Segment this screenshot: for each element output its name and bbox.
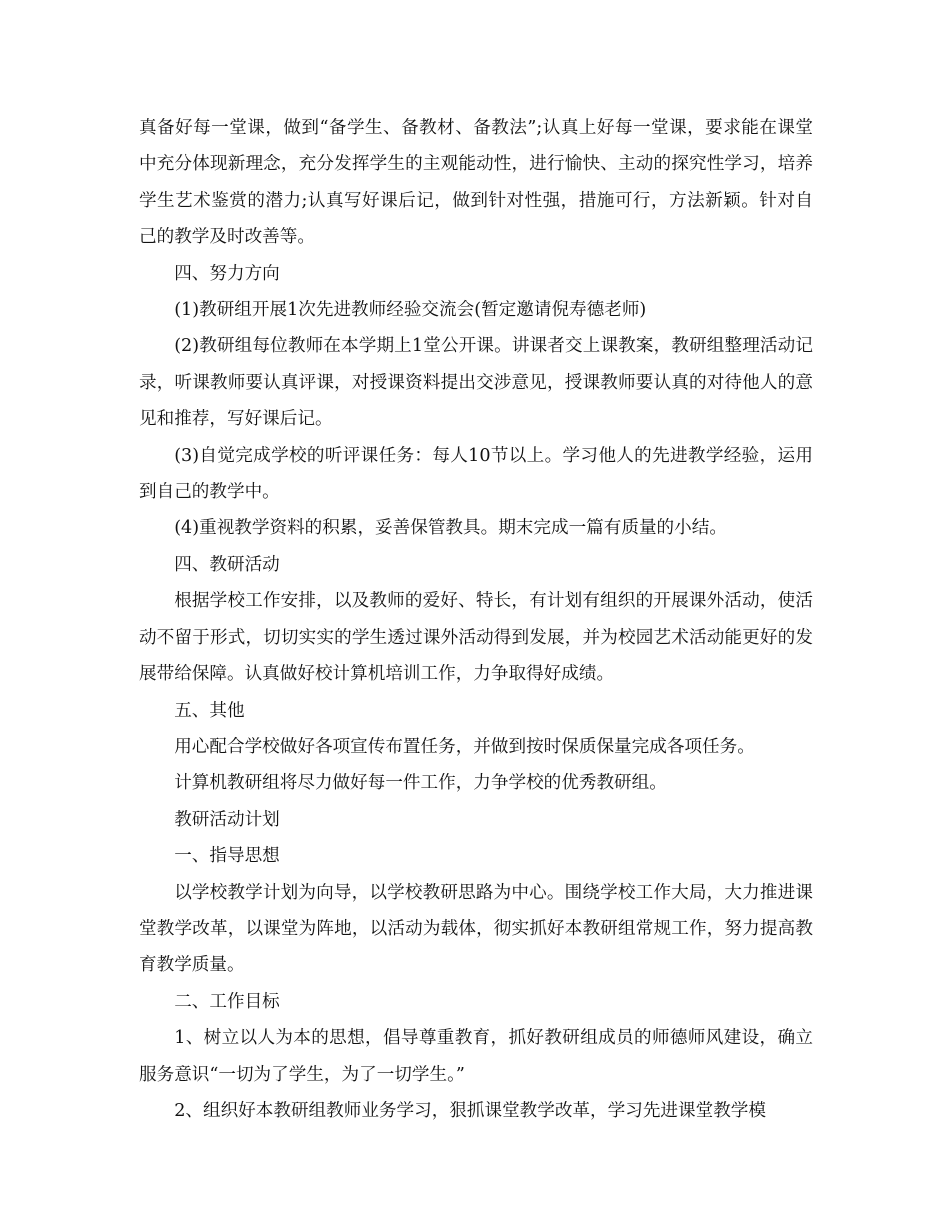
section-heading: 一、指导思想 (174, 846, 280, 867)
section-heading: 五、其他 (174, 700, 245, 721)
paragraph: 1、树立以人为本的思想，倡导尊重教育，抓好教研组成员的师德师风建设，确立服务意识“一切为了学生，为了一切学生。” (139, 1028, 813, 1085)
paragraph: 真备好每一堂课，做到“备学生、备教材、备教法”;认真上好每一堂课，要求能在课堂中充分体现新理念，充分发挥学生的主观能动性，进行愉快、主动的探究性学习，培养学生艺术鉴赏的潜力;认真写好课后记，做到针对性强，措施可行，方法新颖。针对自己的教学及时改善等。 (139, 118, 813, 248)
paragraph: 以学校教学计划为向导，以学校教研思路为中心。围绕学校工作大局，大力推进课堂教学改革，以课堂为阵地，以活动为载体，彻实抓好本教研组常规工作，努力提高教育教学质量。 (139, 882, 813, 976)
document-subtitle: 教研活动计划 (174, 809, 280, 830)
section-heading: 四、教研活动 (174, 554, 280, 575)
paragraph: (2)教研组每位教师在本学期上1堂公开课。讲课者交上课教案，教研组整理活动记录，听课教师要认真评课，对授课资料提出交涉意见，授课教师要认真的对待他人的意见和推荐，写好课后记。 (139, 336, 813, 430)
paragraph: 2、组织好本教研组教师业务学习，狠抓课堂教学改革，学习先进课堂教学模 (174, 1100, 766, 1121)
section-heading: 二、工作目标 (174, 991, 280, 1012)
paragraph: 计算机教研组将尽力做好每一件工作，力争学校的优秀教研组。 (174, 773, 667, 794)
paragraph: 根据学校工作安排，以及教师的爱好、特长，有计划有组织的开展课外活动，使活动不留于形式，切切实实的学生透过课外活动得到发展，并为校园艺术活动能更好的发展带给保障。认真做好校计算机培训工作，力争取得好成绩。 (139, 591, 813, 685)
paragraph: (4)重视教学资料的积累，妥善保管教具。期末完成一篇有质量的小结。 (174, 518, 727, 539)
paragraph: 用心配合学校做好各项宣传布置任务，并做到按时保质保量完成各项任务。 (174, 736, 755, 757)
paragraph: (3)自觉完成学校的听评课任务：每人10节以上。学习他人的先进教学经验，运用到自己的教学中。 (139, 445, 813, 503)
section-heading: 四、努力方向 (174, 263, 280, 284)
paragraph: (1)教研组开展1次先进教师经验交流会(暂定邀请倪寿德老师) (174, 300, 647, 321)
document-body (139, 110, 813, 1129)
